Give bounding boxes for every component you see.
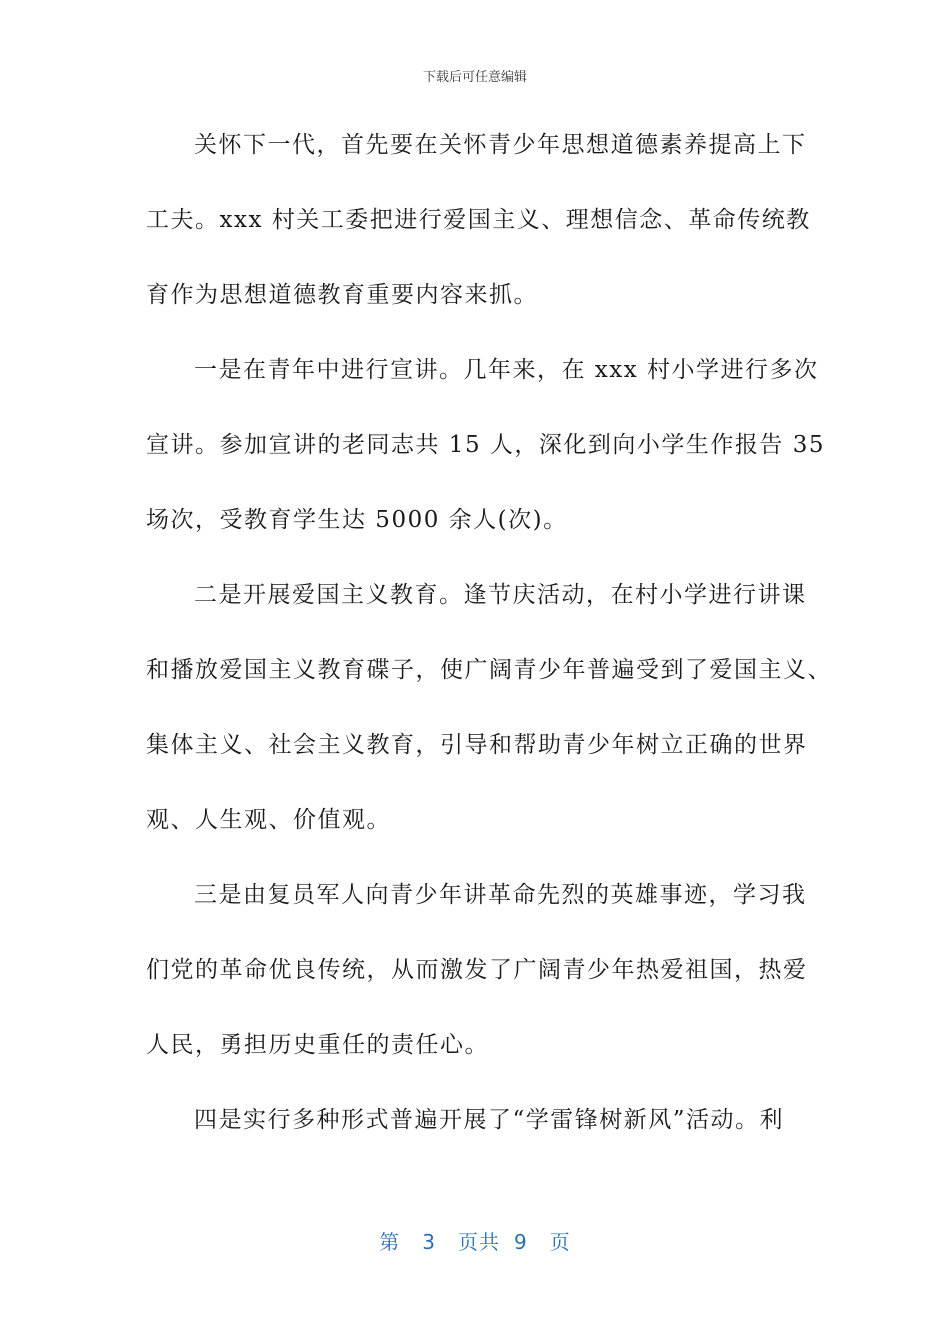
footer-current-page: 3: [422, 1230, 436, 1254]
footer-prefix: 第: [379, 1230, 401, 1254]
text-line-5: 宣讲。参加宣讲的老同志共 15 人，深化到向小学生作报告 35: [146, 432, 825, 458]
text-line-13: 人民，勇担历史重任的责任心。: [146, 1032, 489, 1058]
text-line-10: 观、人生观、价值观。: [146, 807, 391, 833]
text-line-9: 集体主义、社会主义教育，引导和帮助青少年树立正确的世界: [146, 732, 808, 758]
text-line-6: 场次，受教育学生达 5000 余人(次)。: [146, 507, 568, 533]
header-text: 下载后可任意编辑: [422, 70, 527, 85]
text-line-2: 工夫。xxx 村关工委把进行爱国主义、理想信念、革命传统教: [146, 207, 811, 233]
page-header: [0, 66, 950, 85]
text-line-11: 三是由复员军人向青少年讲革命先烈的英雄事迹，学习我: [194, 882, 807, 908]
text-line-8: 和播放爱国主义教育碟子，使广阔青少年普遍受到了爱国主义、: [146, 657, 832, 683]
footer-total-pages: 9: [514, 1230, 528, 1254]
text-line-1: 关怀下一代，首先要在关怀青少年思想道德素养提高上下: [194, 132, 807, 158]
text-line-12: 们党的革命优良传统，从而激发了广阔青少年热爱祖国，热爱: [146, 957, 808, 983]
text-line-4: 一是在青年中进行宣讲。几年来，在 xxx 村小学进行多次: [194, 357, 819, 383]
page-number-footer: [0, 1226, 950, 1255]
footer-middle: 页共: [458, 1230, 500, 1254]
footer-suffix: 页: [549, 1230, 571, 1254]
text-line-14: 四是实行多种形式普遍开展了“学雷锋树新风”活动。利: [194, 1107, 785, 1133]
text-line-3: 育作为思想道德教育重要内容来抓。: [146, 282, 538, 308]
text-line-7: 二是开展爱国主义教育。逢节庆活动，在村小学进行讲课: [194, 582, 807, 608]
document-body: [146, 120, 832, 1170]
